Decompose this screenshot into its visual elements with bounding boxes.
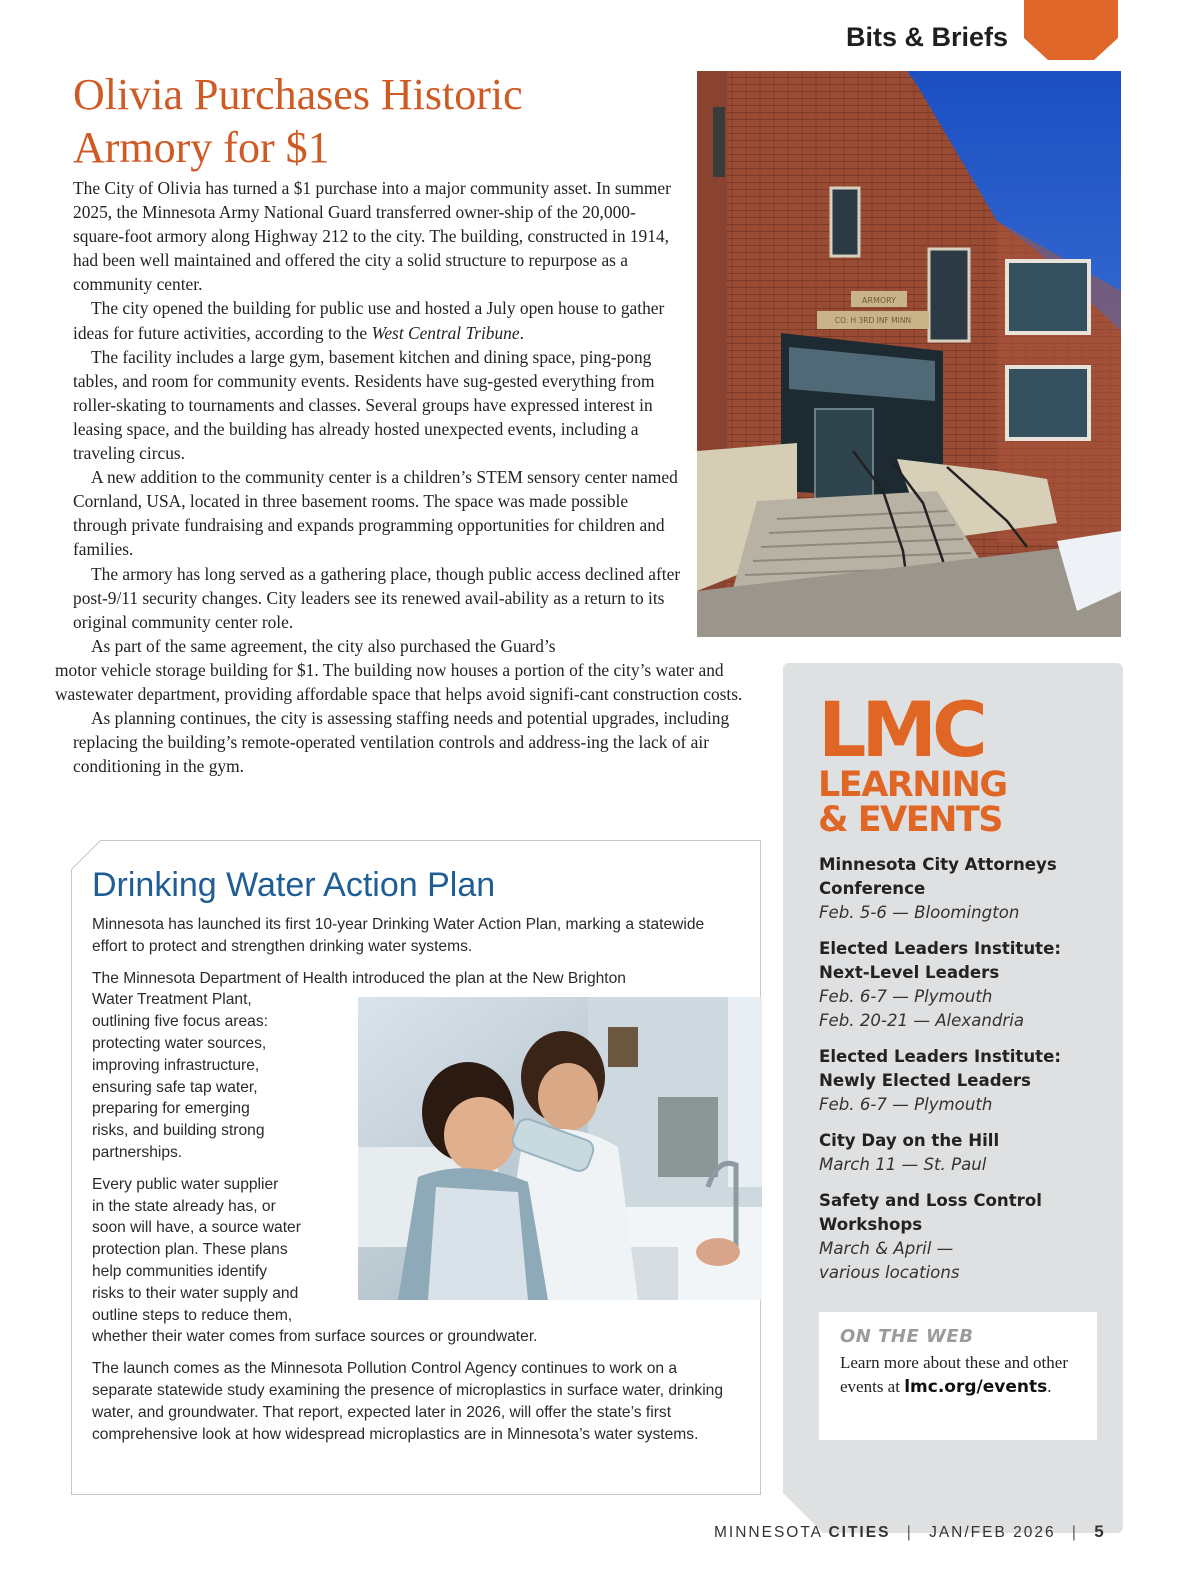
footer-divider: | <box>906 1524 913 1541</box>
dw-line: protection plan. These plans <box>92 1241 288 1259</box>
dw-paragraph-text: The Minnesota Department of Health introduced the plan at the New Brighton <box>92 969 626 987</box>
headline-line-2: Armory for $1 <box>73 123 330 172</box>
logo-line-2: LEARNING <box>818 765 1007 805</box>
event-title: Minnesota City Attorneys Conference <box>819 855 1057 898</box>
photo-sign-text: ARMORY <box>861 296 897 305</box>
on-the-web-box <box>819 1312 1097 1440</box>
dw-line: protecting water sources, <box>92 1034 267 1052</box>
photo-sign-text: CO. H 3RD INF MINN <box>834 316 912 325</box>
article-body <box>55 176 761 778</box>
event-title: Elected Leaders Institute: Newly Elected Leaders <box>819 1047 1062 1090</box>
event-date: Feb. 5-6 — Bloomington <box>819 903 1020 922</box>
article-paragraph <box>55 634 761 706</box>
article-paragraph <box>73 296 685 344</box>
article-paragraph: The armory has long served as a gathering place, though public access declined after post-9/11 security changes. City leaders see its renewed avail-ability as a return to its original community center role. <box>73 563 681 632</box>
event-date: various locations <box>819 1263 960 1282</box>
dw-line: outline steps to reduce them, <box>92 1306 293 1324</box>
logo-main-text: LMC <box>818 685 983 774</box>
magazine-name-b: CITIES <box>828 1524 891 1541</box>
dw-line: help communities identify <box>92 1262 268 1280</box>
events-list <box>819 853 1099 1297</box>
headline-line-1: Olivia Purchases Historic <box>73 70 523 119</box>
article-paragraph: The City of Olivia has turned a $1 purchase into a major community asset. In summer 2025, the Minnesota Army National Guard transferred owner-ship of the 20,000-square-foot armory along Highway 212 to the city. The building, constructed in 1914, had been well maintained and offered the city a solid structure to repurpose as a community center. <box>73 178 671 295</box>
dw-paragraph-text: whether their water comes from surface sources or groundwater. <box>92 1328 538 1346</box>
event-title: City Day on the Hill <box>819 1131 1000 1150</box>
web-heading: ON THE WEB <box>840 1326 974 1347</box>
source-name: West Central Tribune <box>371 322 520 343</box>
drinking-water-title: Drinking Water Action Plan <box>92 866 496 904</box>
web-text <box>840 1351 1076 1399</box>
article-paragraph: A new addition to the community center is a children’s STEM sensory center named Cornland, USA, located in three basement rooms. The space was made possible through private fundraising and expands programming opportunities for children and families. <box>73 467 678 560</box>
event-title: Safety and Loss Control Workshops <box>819 1191 1042 1234</box>
event-date: Feb. 6-7 — Plymouth <box>819 987 993 1006</box>
page-footer <box>714 1522 1104 1542</box>
dw-line: Every public water supplier <box>92 1175 279 1193</box>
issue-date: JAN/FEB 2026 <box>929 1524 1056 1541</box>
footer-divider: | <box>1071 1524 1078 1541</box>
dw-line: partnerships. <box>92 1143 183 1161</box>
dw-line: in the state already has, or <box>92 1197 276 1215</box>
event-date: March 11 — St. Paul <box>819 1155 987 1174</box>
events-link[interactable]: lmc.org/events <box>904 1377 1048 1397</box>
article-paragraph: As planning continues, the city is assessing staffing needs and potential upgrades, including replacing the building’s remote-operated ventilation controls and address-ing the lack of air conditioning in the gym. <box>73 708 730 777</box>
dw-paragraph: Minnesota has launched its first 10-year Drinking Water Action Plan, marking a statewide effort to protect and strengthen drinking water systems. <box>92 916 705 955</box>
event-date: Feb. 6-7 — Plymouth <box>819 1095 993 1114</box>
event-title: Elected Leaders Institute: Next-Level Leaders <box>819 939 1062 982</box>
dw-line: improving infrastructure, <box>92 1056 260 1074</box>
paragraph-text: The city opened the building for public use and hosted a July open house to gather ideas for future activities, according to the <box>73 298 665 343</box>
magazine-name-a: MINNESOTA <box>714 1524 823 1541</box>
dw-line: risks, and building strong <box>92 1122 265 1140</box>
dw-line: preparing for emerging <box>92 1100 250 1118</box>
page-number: 5 <box>1094 1522 1104 1541</box>
dw-line: soon will have, a source water <box>92 1219 301 1237</box>
event-date: Feb. 20-21 — Alexandria <box>819 1011 1025 1030</box>
event-item[interactable] <box>819 1129 1099 1177</box>
event-date: March & April — <box>819 1239 954 1258</box>
dw-line: risks to their water supply and <box>92 1284 299 1302</box>
child-drinking-water-photo <box>358 997 762 1300</box>
paragraph-text: . <box>519 322 524 343</box>
web-text-body: Learn more about these and other events at <box>840 1353 1068 1396</box>
lmc-learning-events-logo <box>818 685 1007 840</box>
dw-line: outlining five focus areas: <box>92 1013 268 1031</box>
dw-line: Water Treatment Plant, <box>92 991 252 1009</box>
web-text-end: . <box>1047 1377 1052 1396</box>
armory-building-photo <box>697 71 1121 637</box>
section-label: Bits & Briefs <box>846 22 1009 52</box>
logo-line-3: & EVENTS <box>818 800 1002 840</box>
article-headline <box>73 68 673 174</box>
paragraph-text: motor vehicle storage building for $1. The building now houses a portion of the city’s water and wastewater department, providing affordable space that helps avoid signifi-cant construction costs. <box>55 659 743 704</box>
event-item[interactable] <box>819 937 1099 1033</box>
paragraph-text: As part of the same agreement, the city also purchased the Guard’s <box>91 635 556 656</box>
article-paragraph: The facility includes a large gym, basement kitchen and dining space, ping-pong tables, and room for community events. Residents have sug-gested everything from roller-skating to tournaments and classes. Several groups have expressed interest in leasing space, and the building has already hosted unexpected events, including a traveling circus. <box>73 346 655 464</box>
event-item[interactable] <box>819 1045 1099 1117</box>
dw-paragraph: The launch comes as the Minnesota Pollution Control Agency continues to work on a separate statewide study examining the presence of microplastics in surface water, drinking water, and groundwater. That report, expected later in 2026, will offer the state’s first comprehensive look at how widespread microplastics are in Minnesota’s water systems. <box>92 1360 723 1443</box>
event-item[interactable] <box>819 853 1099 925</box>
event-item[interactable] <box>819 1189 1099 1285</box>
dw-line: ensuring safe tap water, <box>92 1078 258 1096</box>
corner-tab-shape <box>1024 0 1118 60</box>
